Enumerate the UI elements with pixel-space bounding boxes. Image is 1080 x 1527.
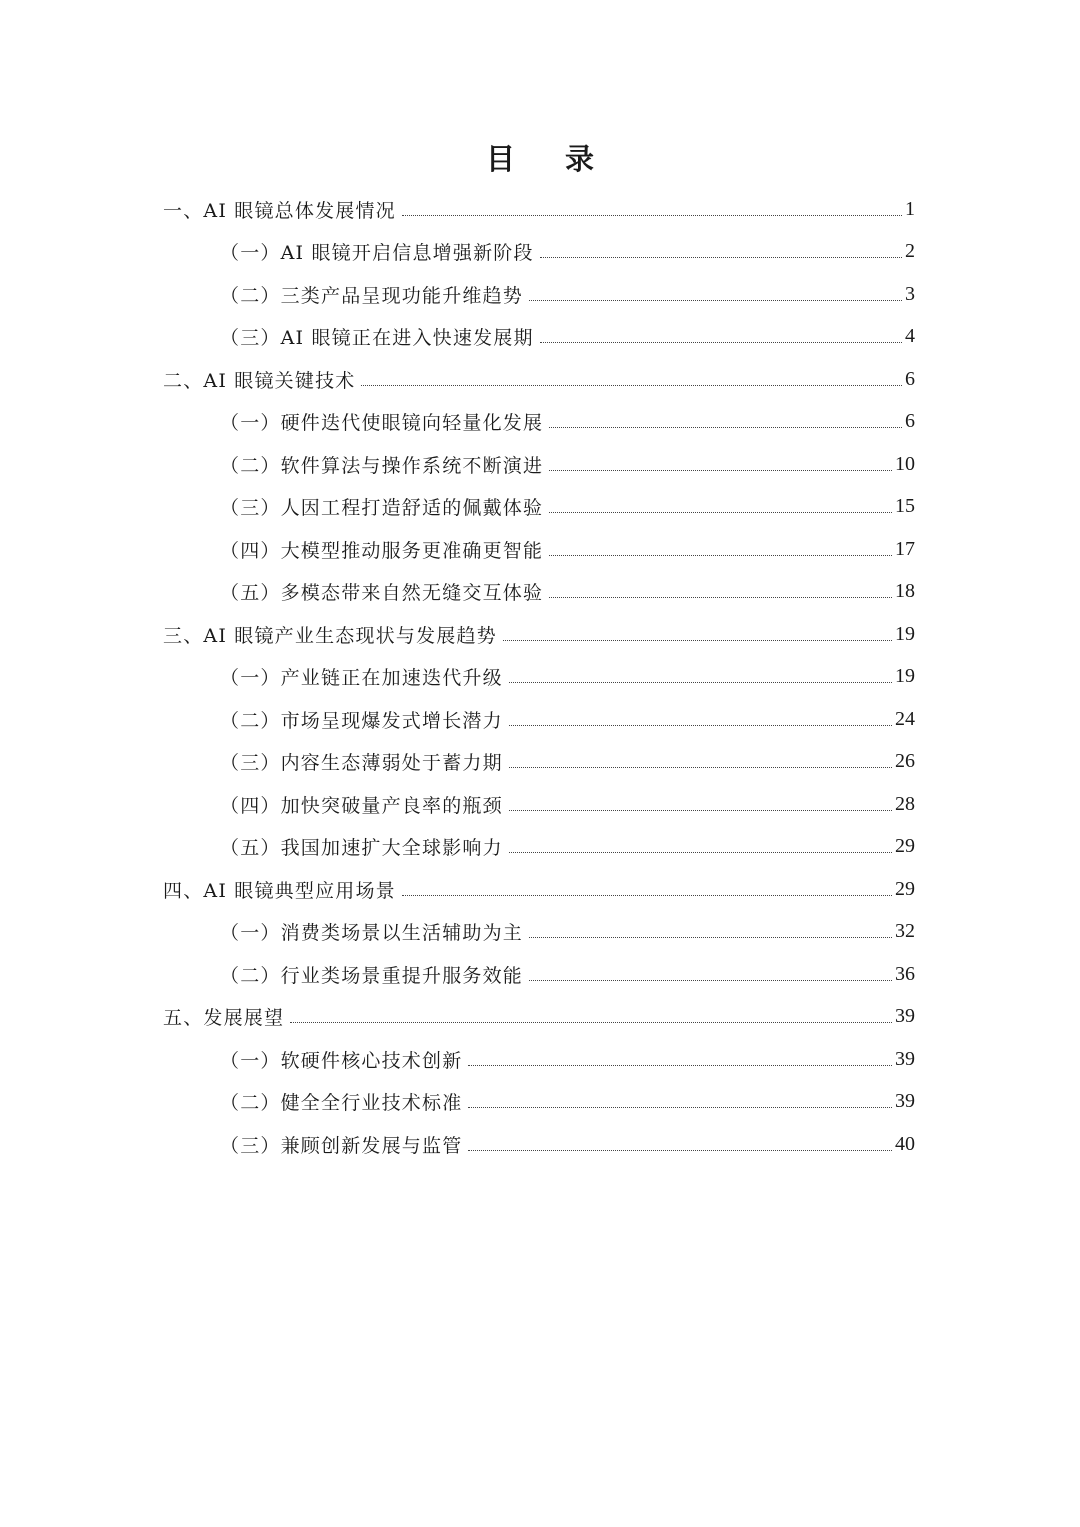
toc-entry[interactable] [220,486,915,528]
toc-entry-label: 二、AI 眼镜关键技术 [163,369,356,392]
toc-entry-label: （一）产业链正在加速迭代升级 [220,667,503,689]
toc-entry[interactable] [220,401,915,443]
toc-entry-page-number: 39 [895,1047,915,1070]
toc-dot-leader [549,427,902,428]
toc-entry[interactable] [220,1123,915,1165]
toc-entry-page-number: 10 [895,452,915,475]
toc-entry-label: （二）健全全行业技术标准 [220,1092,463,1114]
page-title: 目 录 [485,142,615,176]
toc-entry-label: （一）消费类场景以生活辅助为主 [220,922,524,944]
toc-dot-leader [529,937,892,938]
toc-entry-page-number: 1 [905,197,915,220]
toc-dot-leader [509,682,892,683]
toc-entry[interactable] [220,231,915,273]
toc-entry[interactable] [220,783,915,825]
toc-dot-leader [529,300,902,301]
toc-entry-label: （二）三类产品呈现功能升维趋势 [220,284,524,307]
toc-entry-label: （三）兼顾创新发展与监管 [220,1134,463,1157]
toc-entry-label: （一）硬件迭代使眼镜向轻量化发展 [220,412,544,434]
toc-dot-leader [402,215,902,216]
toc-dot-leader [529,980,892,981]
toc-entry-label: （二）软件算法与操作系统不断演进 [220,454,544,477]
toc-dot-leader [549,555,892,556]
toc-entry-label: （一）AI 眼镜开启信息增强新阶段 [220,242,534,264]
toc-entry[interactable] [220,571,915,613]
toc-entry-label: （四）大模型推动服务更准确更智能 [220,539,544,562]
toc-entry-page-number: 24 [895,707,915,730]
toc-entry-page-number: 18 [895,580,915,602]
toc-dot-leader [509,852,892,853]
toc-entry[interactable] [163,996,915,1038]
toc-entry[interactable] [220,273,915,315]
toc-dot-leader [361,385,902,386]
toc-entry-page-number: 32 [895,920,915,942]
toc-entry[interactable] [220,741,915,783]
toc-entry-page-number: 26 [895,750,915,772]
toc-entry-page-number: 36 [895,962,915,985]
toc-entry[interactable] [163,188,915,230]
toc-entry[interactable] [220,911,915,953]
toc-entry-label: （三）人因工程打造舒适的佩戴体验 [220,497,544,519]
toc-dot-leader [509,725,892,726]
toc-dot-leader [468,1107,892,1108]
toc-entry-page-number: 40 [895,1132,915,1155]
toc-entry-page-number: 29 [895,835,915,857]
toc-entry-label: （三）内容生态薄弱处于蓄力期 [220,752,503,774]
toc-entry-page-number: 39 [895,1005,915,1027]
toc-entry-page-number: 6 [905,410,915,432]
toc-dot-leader [549,512,892,513]
toc-entry-page-number: 17 [895,537,915,560]
toc-entry-page-number: 29 [895,877,915,900]
toc-entry[interactable] [220,1081,915,1123]
toc-entry-page-number: 19 [895,665,915,687]
toc-dot-leader [549,597,892,598]
toc-entry-label: （四）加快突破量产良率的瓶颈 [220,794,503,817]
toc-entry-label: （五）多模态带来自然无缝交互体验 [220,582,544,604]
toc-entry-page-number: 4 [905,325,915,347]
toc-entry-page-number: 3 [905,282,915,305]
toc-entry[interactable] [220,316,915,358]
toc-entry[interactable] [220,698,915,740]
toc-entry-label: 四、AI 眼镜典型应用场景 [163,879,396,902]
toc-entry-label: 五、发展展望 [163,1007,285,1029]
toc-entry[interactable] [163,358,915,400]
toc-entry-page-number: 15 [895,495,915,517]
toc-entry[interactable] [220,528,915,570]
toc-entry-page-number: 28 [895,792,915,815]
toc-entry-page-number: 39 [895,1090,915,1112]
toc-entry[interactable] [163,613,915,655]
toc-entry-label: （二）行业类场景重提升服务效能 [220,964,524,987]
toc-entry[interactable] [220,826,915,868]
toc-dot-leader [509,767,892,768]
toc-dot-leader [509,810,892,811]
toc-entry[interactable] [220,1038,915,1080]
toc-dot-leader [503,640,892,641]
toc-entry[interactable] [220,443,915,485]
toc-dot-leader [290,1022,892,1023]
toc-entry-label: （二）市场呈现爆发式增长潜力 [220,709,503,732]
toc-entry-label: （三）AI 眼镜正在进入快速发展期 [220,327,534,349]
toc-dot-leader [468,1150,892,1151]
toc-dot-leader [540,342,902,343]
toc-entry[interactable] [220,656,915,698]
toc-entry-page-number: 2 [905,240,915,262]
toc-dot-leader [402,895,892,896]
toc-entry[interactable] [163,868,915,910]
toc-entry-label: 一、AI 眼镜总体发展情况 [163,199,396,222]
toc-entry-page-number: 19 [895,622,915,645]
toc-entry-label: （五）我国加速扩大全球影响力 [220,837,503,859]
toc-dot-leader [540,257,902,258]
toc-entry[interactable] [220,953,915,995]
toc-entry-page-number: 6 [905,367,915,390]
toc-entry-label: （一）软硬件核心技术创新 [220,1049,463,1072]
toc-dot-leader [549,470,892,471]
toc-dot-leader [468,1065,892,1066]
toc-entry-label: 三、AI 眼镜产业生态现状与发展趋势 [163,624,497,647]
